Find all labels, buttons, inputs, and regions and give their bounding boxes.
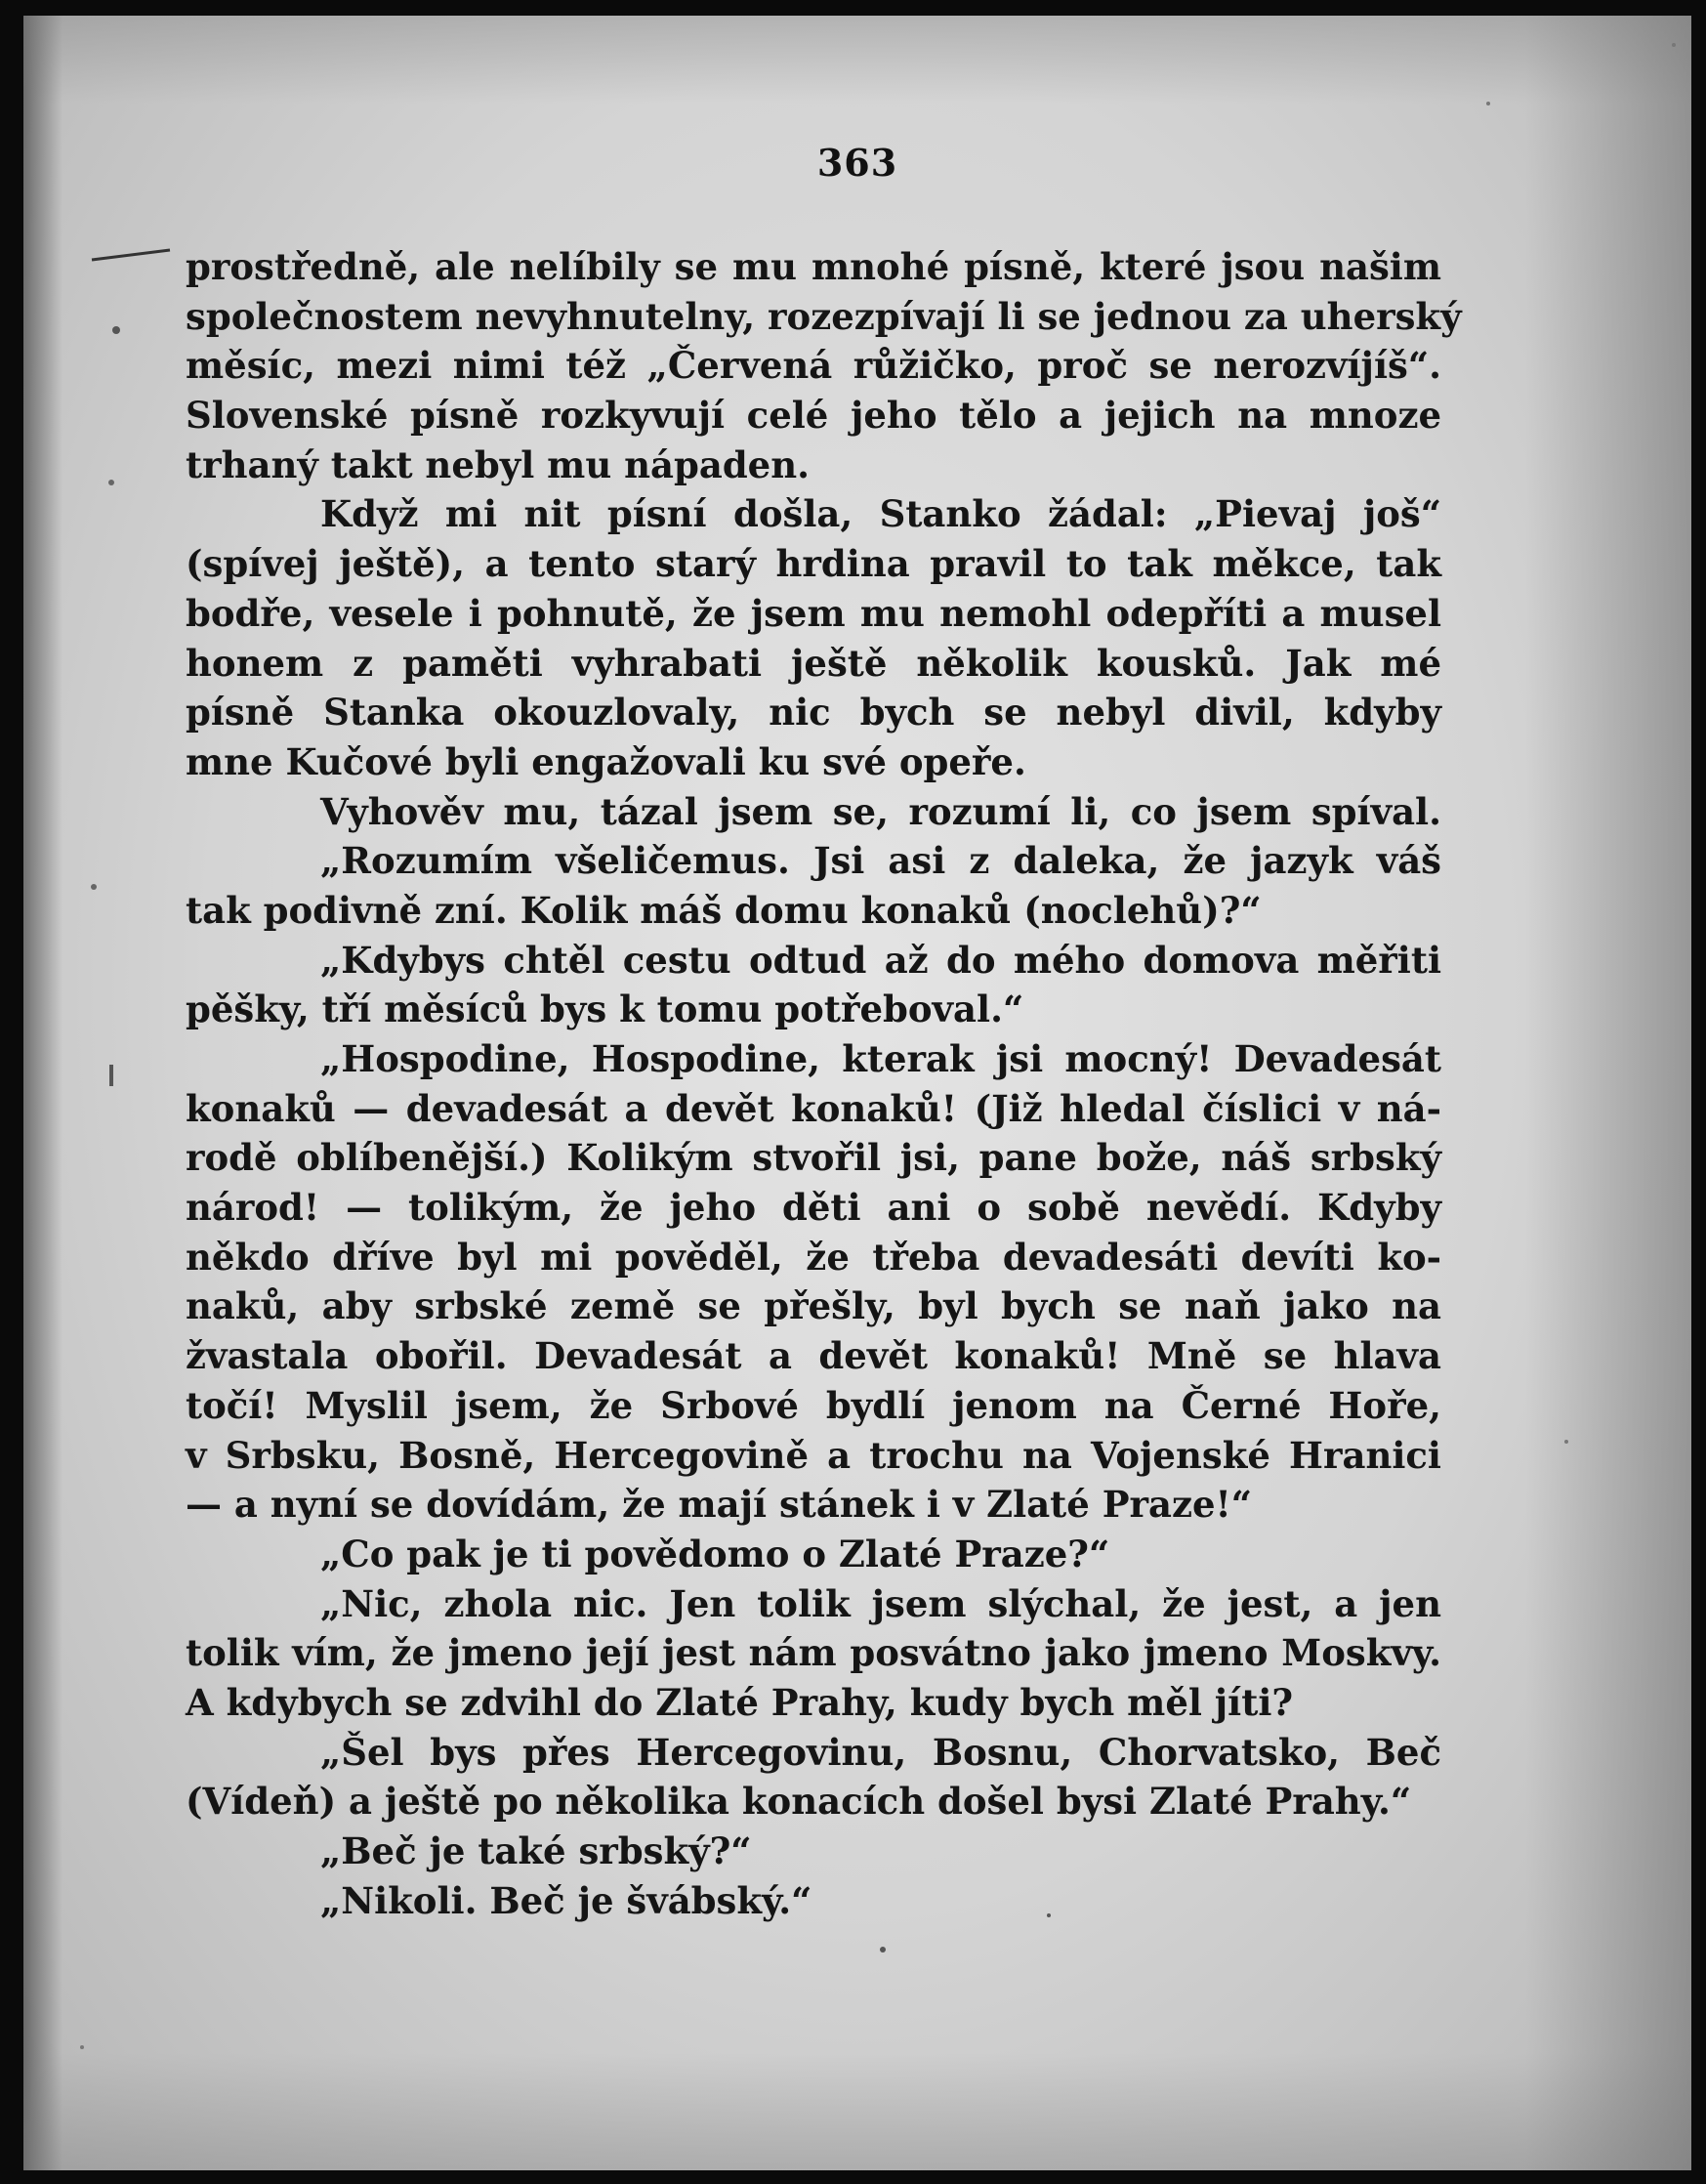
- speck-dot: [112, 326, 120, 334]
- text-line: v Srbsku, Bosně, Hercegovině a trochu na Vojenské Hranici: [186, 1433, 1441, 1477]
- body-text: [186, 242, 1462, 1925]
- text-line: tolik vím, že jmeno její jest nám posvátno jako jmeno Moskvy.: [186, 1631, 1441, 1675]
- text-line: mne Kučové byli engažovali ku své opeře.: [186, 739, 1026, 783]
- speck-dot: [108, 480, 114, 485]
- text-line: Vyhověv mu, tázal jsem se, rozumí li, co jsem spíval.: [320, 789, 1441, 833]
- text-line: trhaný takt nebyl mu nápaden.: [186, 442, 811, 486]
- text-line: A kdybych se zdvihl do Zlaté Prahy, kudy bych měl jíti?: [186, 1680, 1294, 1724]
- text-line: konaků — devadesát a devět konaků! (Již hledal číslici v ná-: [186, 1086, 1441, 1130]
- text-line: Když mi nit písní došla, Stanko žádal: „Pievaj još“: [320, 492, 1441, 536]
- text-line: „Rozumím všeličemus. Jsi asi z daleka, že jazyk váš: [320, 839, 1441, 883]
- text-line: „Beč je také srbský?“: [320, 1829, 752, 1872]
- text-line: společnostem nevyhnutelny, rozezpívají li se jednou za uherský: [186, 294, 1462, 338]
- text-line: měsíc, mezi nimi též „Červená růžičko, proč se nerozvíjíš“.: [186, 344, 1441, 388]
- text-line: písně Stanka okouzlovaly, nic bych se nebyl divil, kdyby: [186, 691, 1441, 735]
- speck-dot: [880, 1947, 886, 1953]
- text-line: „Šel bys přes Hercegovinu, Bosnu, Chorvatsko, Beč: [320, 1730, 1441, 1774]
- page-number: 363: [816, 141, 898, 185]
- text-line: „Kdybys chtěl cestu odtud až do mého domova měřiti: [320, 938, 1441, 982]
- speck-dot: [80, 2045, 84, 2049]
- text-line: točí! Myslil jsem, že Srbové bydlí jenom na Černé Hoře,: [186, 1383, 1441, 1427]
- text-line: „Nic, zhola nic. Jen tolik jsem slýchal, že jest, a jen: [320, 1581, 1441, 1625]
- text-line: Slovenské písně rozkyvují celé jeho tělo a jejich na mnoze: [186, 394, 1441, 438]
- text-line: tak podivně zní. Kolik máš domu konaků (noclehů)?“: [186, 888, 1262, 932]
- speck-mark: [109, 1065, 113, 1086]
- text-line: bodře, vesele i pohnutě, že jsem mu nemohl odepříti a musel: [186, 591, 1441, 635]
- speck-dot: [1486, 102, 1490, 105]
- speck-dot: [1564, 1440, 1568, 1444]
- speck-dot: [91, 884, 97, 890]
- speck-mark: [92, 250, 170, 260]
- text-line: „Hospodine, Hospodine, kterak jsi mocný! Devadesát: [320, 1037, 1441, 1080]
- text-line: žvastala obořil. Devadesát a devět konaků! Mně se hlava: [186, 1334, 1441, 1378]
- text-line: — a nyní se dovídám, že mají stánek i v Zlaté Praze!“: [186, 1483, 1253, 1527]
- text-line: (Vídeň) a ještě po několika konacích došel bysi Zlaté Prahy.“: [186, 1780, 1412, 1824]
- text-line: honem z paměti vyhrabati ještě několik kousků. Jak mé: [186, 641, 1441, 685]
- text-line: národ! — tolikým, že jeho děti ani o sobě nevědí. Kdyby: [186, 1186, 1441, 1230]
- text-line: rodě oblíbenější.) Kolikým stvořil jsi, pane bože, náš srbský: [186, 1136, 1441, 1180]
- text-line: „Nikoli. Beč je švábský.“: [320, 1878, 812, 1922]
- text-line: (spívej ještě), a tento starý hrdina pravil to tak měkce, tak: [186, 542, 1441, 586]
- text-line: pěšky, tří měsíců bys k tomu potřeboval.“: [186, 987, 1024, 1031]
- text-line: „Co pak je ti povědomo o Zlaté Praze?“: [320, 1532, 1110, 1575]
- book-page: [23, 16, 1691, 2170]
- text-line: naků, aby srbské země se přešly, byl bych se naň jako na: [186, 1284, 1441, 1328]
- speck-dot: [1672, 43, 1676, 47]
- text-line: prostředně, ale nelíbily se mu mnohé písně, které jsou našim: [186, 245, 1441, 288]
- text-line: někdo dříve byl mi pověděl, že třeba devadesáti devíti ko-: [186, 1235, 1441, 1279]
